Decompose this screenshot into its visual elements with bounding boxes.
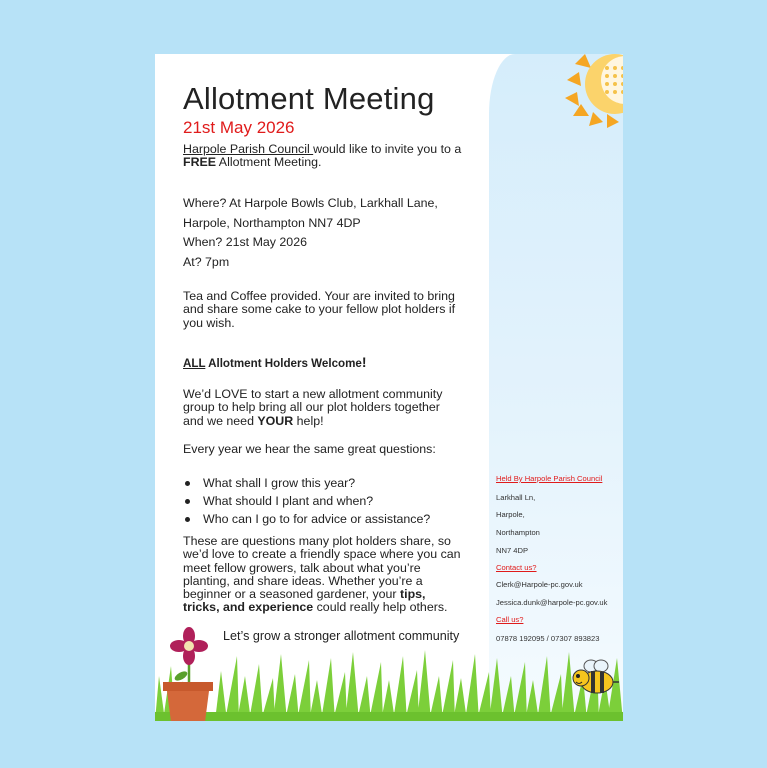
meeting-date: 21st May 2026 bbox=[183, 118, 295, 137]
list-item: Who can I go to for advice or assistance? bbox=[185, 510, 430, 528]
list-item: What shall I grow this year? bbox=[185, 474, 430, 492]
organiser-link[interactable]: Harpole Parish Council bbox=[183, 142, 314, 156]
questions-intro: Every year we hear the same great questions: bbox=[183, 442, 436, 456]
meeting-details: Where? At Harpole Bowls Club, Larkhall Lane, Harpole, Northampton NN7 4DP When? 21st May 2026 At? 7pm bbox=[183, 196, 438, 269]
sun-icon bbox=[563, 54, 623, 129]
address-line: Northampton bbox=[496, 528, 540, 537]
email-link[interactable]: Jessica.dunk@harpole-pc.gov.uk bbox=[496, 598, 608, 607]
page-title: Allotment Meeting bbox=[183, 81, 435, 116]
intro-paragraph: Harpole Parish Council would like to invite you to a FREE Allotment Meeting. bbox=[183, 142, 462, 170]
address-line: Larkhall Ln, bbox=[496, 493, 536, 502]
slogan: Let’s grow a stronger allotment community bbox=[223, 629, 460, 643]
closing-paragraph: These are questions many plot holders share, so we’d love to create a friendly space where you can meet fellow growers, talk about what you’re planting, and share ideas. Whether you’re a beginner or a seasoned gardener, your tips, tricks, and experience could really help others. bbox=[183, 534, 461, 615]
call-label[interactable]: Call us? bbox=[496, 615, 524, 624]
contact-label[interactable]: Contact us? bbox=[496, 563, 537, 572]
list-item: What should I plant and when? bbox=[185, 492, 430, 510]
community-paragraph: We’d LOVE to start a new allotment community group to help bring all our plot holders together and we need YOUR help! bbox=[183, 387, 443, 428]
flower-pot-icon bbox=[161, 624, 217, 721]
flyer-page bbox=[155, 54, 623, 721]
address-line: NN7 4DP bbox=[496, 546, 529, 555]
questions-list bbox=[185, 474, 430, 528]
phone-numbers[interactable]: 07878 192095 / 07307 893823 bbox=[496, 634, 600, 643]
tea-paragraph: Tea and Coffee provided. Your are invited to bring and share some cake to your fellow plot holders if you wish. bbox=[183, 289, 456, 330]
email-link[interactable]: Clerk@Harpole-pc.gov.uk bbox=[496, 580, 583, 589]
bee-icon bbox=[569, 658, 621, 698]
address-line: Harpole, bbox=[496, 510, 525, 519]
held-by-label[interactable]: Held By Harpole Parish Council bbox=[496, 474, 603, 483]
welcome-heading: ALL Allotment Holders Welcome! bbox=[183, 354, 367, 370]
grass-illustration bbox=[155, 636, 623, 721]
